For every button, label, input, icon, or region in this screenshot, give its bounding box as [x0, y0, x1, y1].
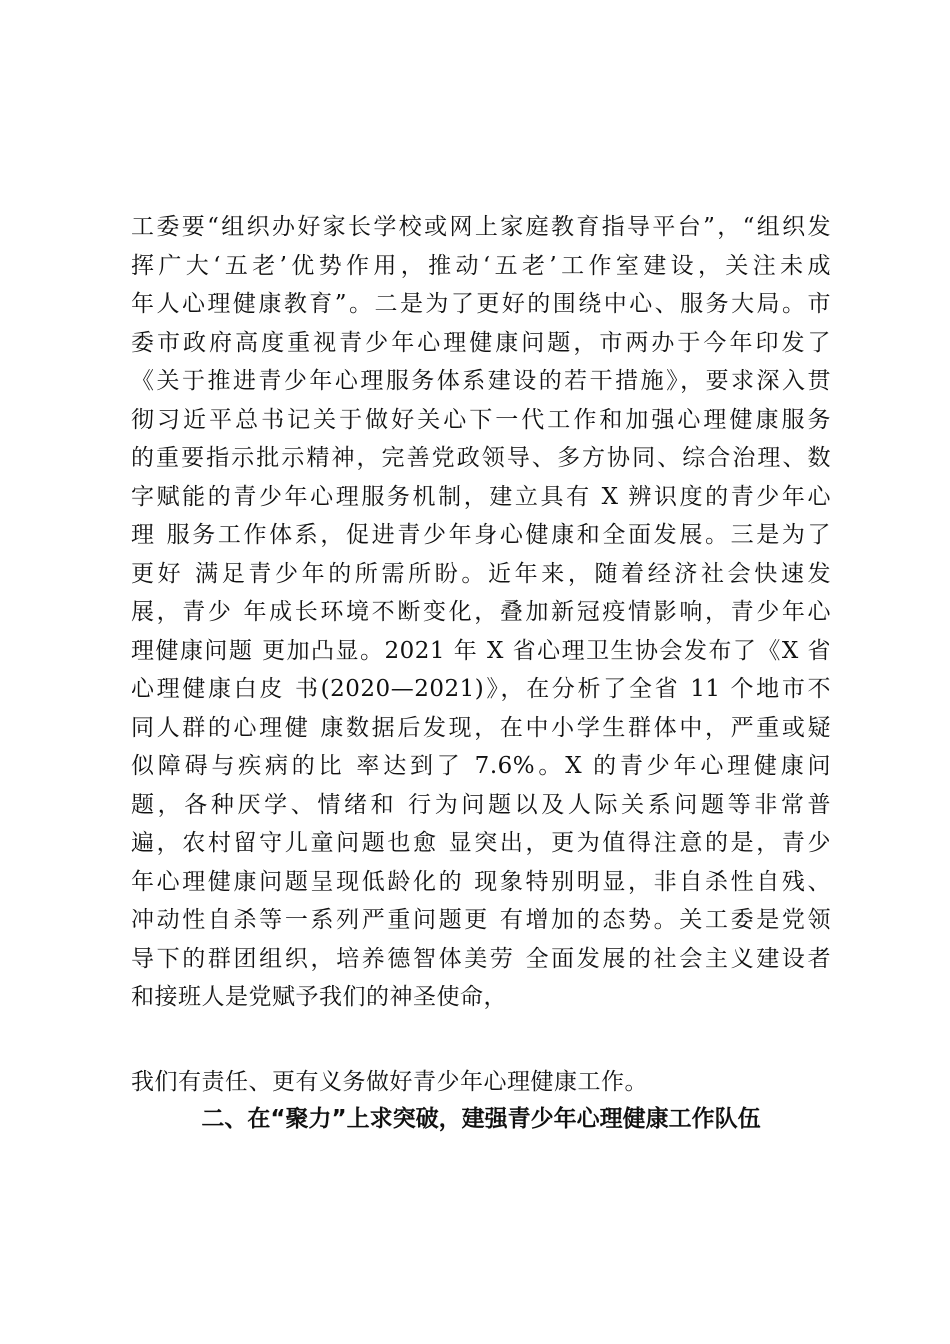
paragraph-line: 的重要指示批示精神，完善党政领导、多方协同、综合治理、数 [131, 445, 831, 471]
paragraph-line: 同人群的心理健 康数据后发现，在中小学生群体中，严重或疑 [131, 714, 831, 741]
paragraph-line: 《关于推进青少年心理服务体系建设的若干措施》，要求深入贯 [131, 368, 831, 394]
closing-line: 我们有责任、更有义务做好青少年心理健康工作。 [131, 1069, 648, 1095]
paragraph-line: 理健康问题 更加凸显。2021 年 X 省心理卫生协会发布了《X 省 [131, 637, 831, 664]
paragraph-line: 冲动性自杀等一系列严重问题更 有增加的态势。关工委是党领 [131, 907, 831, 933]
paragraph-line: 委市政府高度重视青少年心理健康问题，市两办于今年印发了 [131, 329, 831, 356]
paragraph-line: 年心理健康问题呈现低龄化的 现象特别明显，非自杀性自残、 [131, 868, 831, 895]
paragraph-line: 题，各种厌学、情绪和 行为问题以及人际关系问题等非常普 [131, 791, 831, 818]
paragraph-line: 导下的群团组织，培养德智体美劳 全面发展的社会主义建设者 [131, 945, 831, 972]
paragraph-line: 和接班人是党赋予我们的神圣使命， [131, 984, 507, 1010]
paragraph-line: 遍，农村留守儿童问题也愈 显突出，更为值得注意的是，青少 [131, 830, 831, 856]
section-heading: 二、在“聚力”上求突破，建强青少年心理健康工作队伍 [201, 1106, 761, 1132]
paragraph-line: 展，青少 年成长环境不断变化，叠加新冠疫情影响，青少年心 [131, 599, 831, 625]
paragraph-line: 挥广大‘五老’优势作用，推动‘五老’工作室建设，关注未成 [131, 252, 831, 279]
paragraph-line: 字赋能的青少年心理服务机制，建立具有 X 辨识度的青少年心 [131, 483, 831, 510]
paragraph-line: 更好 满足青少年的所需所盼。近年来，随着经济社会快速发 [131, 560, 831, 587]
paragraph-line: 工委要“组织办好家长学校或网上家庭教育指导平台”，“组织发 [131, 214, 831, 240]
paragraph-line: 彻习近平总书记关于做好关心下一代工作和加强心理健康服务 [131, 406, 831, 433]
paragraph-line: 似障碍与疾病的比 率达到了 7.6%。X 的青少年心理健康问 [131, 753, 831, 779]
paragraph-line: 理 服务工作体系，促进青少年身心健康和全面发展。三是为了 [131, 522, 831, 548]
paragraph-line: 年人心理健康教育”。二是为了更好的围绕中心、服务大局。市 [131, 291, 831, 317]
paragraph-line: 心理健康白皮 书(2020—2021)》，在分析了全省 11 个地市不 [131, 676, 831, 702]
